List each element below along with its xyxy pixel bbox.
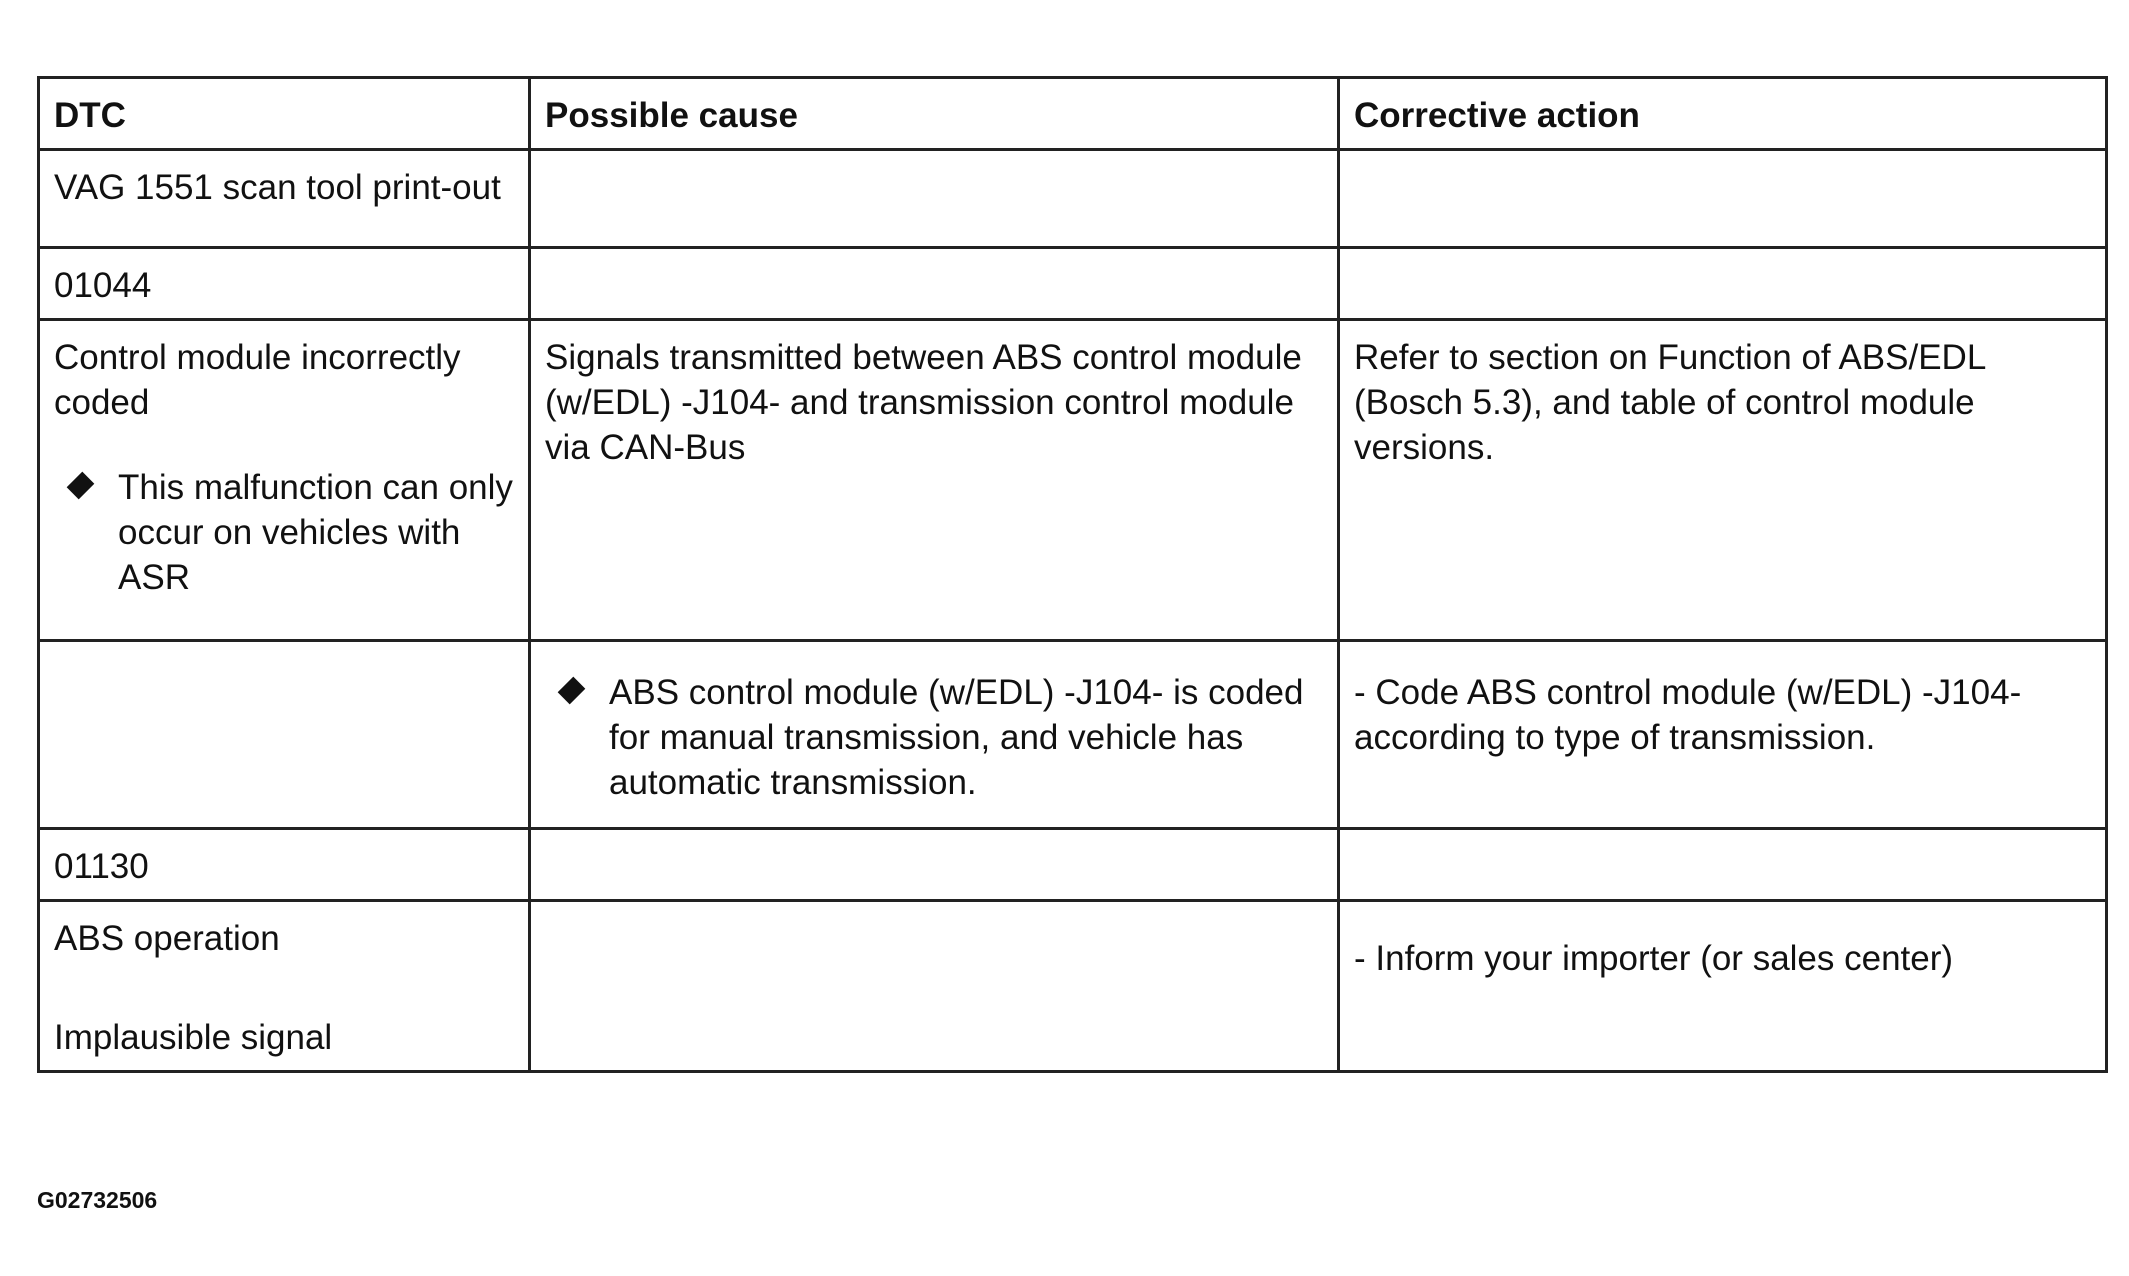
table-header-row — [39, 78, 2107, 150]
header-dtc: DTC — [39, 78, 530, 150]
dtc-code: 01130 — [39, 829, 530, 901]
section-label: VAG 1551 scan tool print-out — [39, 150, 530, 248]
diamond-bullet-icon — [558, 677, 586, 705]
corrective-action-cell — [1339, 641, 2107, 829]
bullet-text: This malfunction can only occur on vehicles with ASR — [118, 468, 513, 597]
empty-cell — [530, 248, 1339, 320]
empty-cell — [39, 641, 530, 829]
table-row — [39, 641, 2107, 829]
dtc-description-detail: Implausible signal — [54, 1018, 333, 1057]
dtc-description-cell — [39, 320, 530, 641]
diamond-bullet-icon — [67, 472, 95, 500]
header-corrective-action: Corrective action — [1339, 78, 2107, 150]
bullet-item — [54, 465, 514, 600]
bullet-text: ABS control module (w/EDL) -J104- is coded for manual transmission, and vehicle has automatic transmission. — [609, 673, 1304, 802]
table-row — [39, 150, 2107, 248]
dtc-description-cell — [39, 901, 530, 1072]
possible-cause-cell — [530, 641, 1339, 829]
empty-cell — [1339, 150, 2107, 248]
empty-cell — [1339, 829, 2107, 901]
corrective-action: - Inform your importer (or sales center) — [1354, 939, 1954, 978]
empty-cell — [530, 829, 1339, 901]
table-row — [39, 901, 2107, 1072]
dtc-table — [37, 76, 2108, 1073]
dtc-description: ABS operation — [54, 919, 280, 958]
empty-cell — [530, 901, 1339, 1072]
dtc-description: Control module incorrectly coded — [54, 338, 461, 422]
bullet-item — [545, 670, 1323, 805]
empty-cell — [530, 150, 1339, 248]
table-row — [39, 320, 2107, 641]
corrective-action-cell — [1339, 901, 2107, 1072]
dtc-code: 01044 — [39, 248, 530, 320]
figure-id: G02732506 — [37, 1187, 158, 1213]
possible-cause: Signals transmitted between ABS control module (w/EDL) -J104- and transmission control module via CAN-Bus — [530, 320, 1339, 641]
table-row — [39, 829, 2107, 901]
corrective-action: - Code ABS control module (w/EDL) -J104- according to type of transmission. — [1354, 673, 2022, 757]
corrective-action: Refer to section on Function of ABS/EDL (Bosch 5.3), and table of control module versions. — [1339, 320, 2107, 641]
table-row — [39, 248, 2107, 320]
header-possible-cause: Possible cause — [530, 78, 1339, 150]
empty-cell — [1339, 248, 2107, 320]
